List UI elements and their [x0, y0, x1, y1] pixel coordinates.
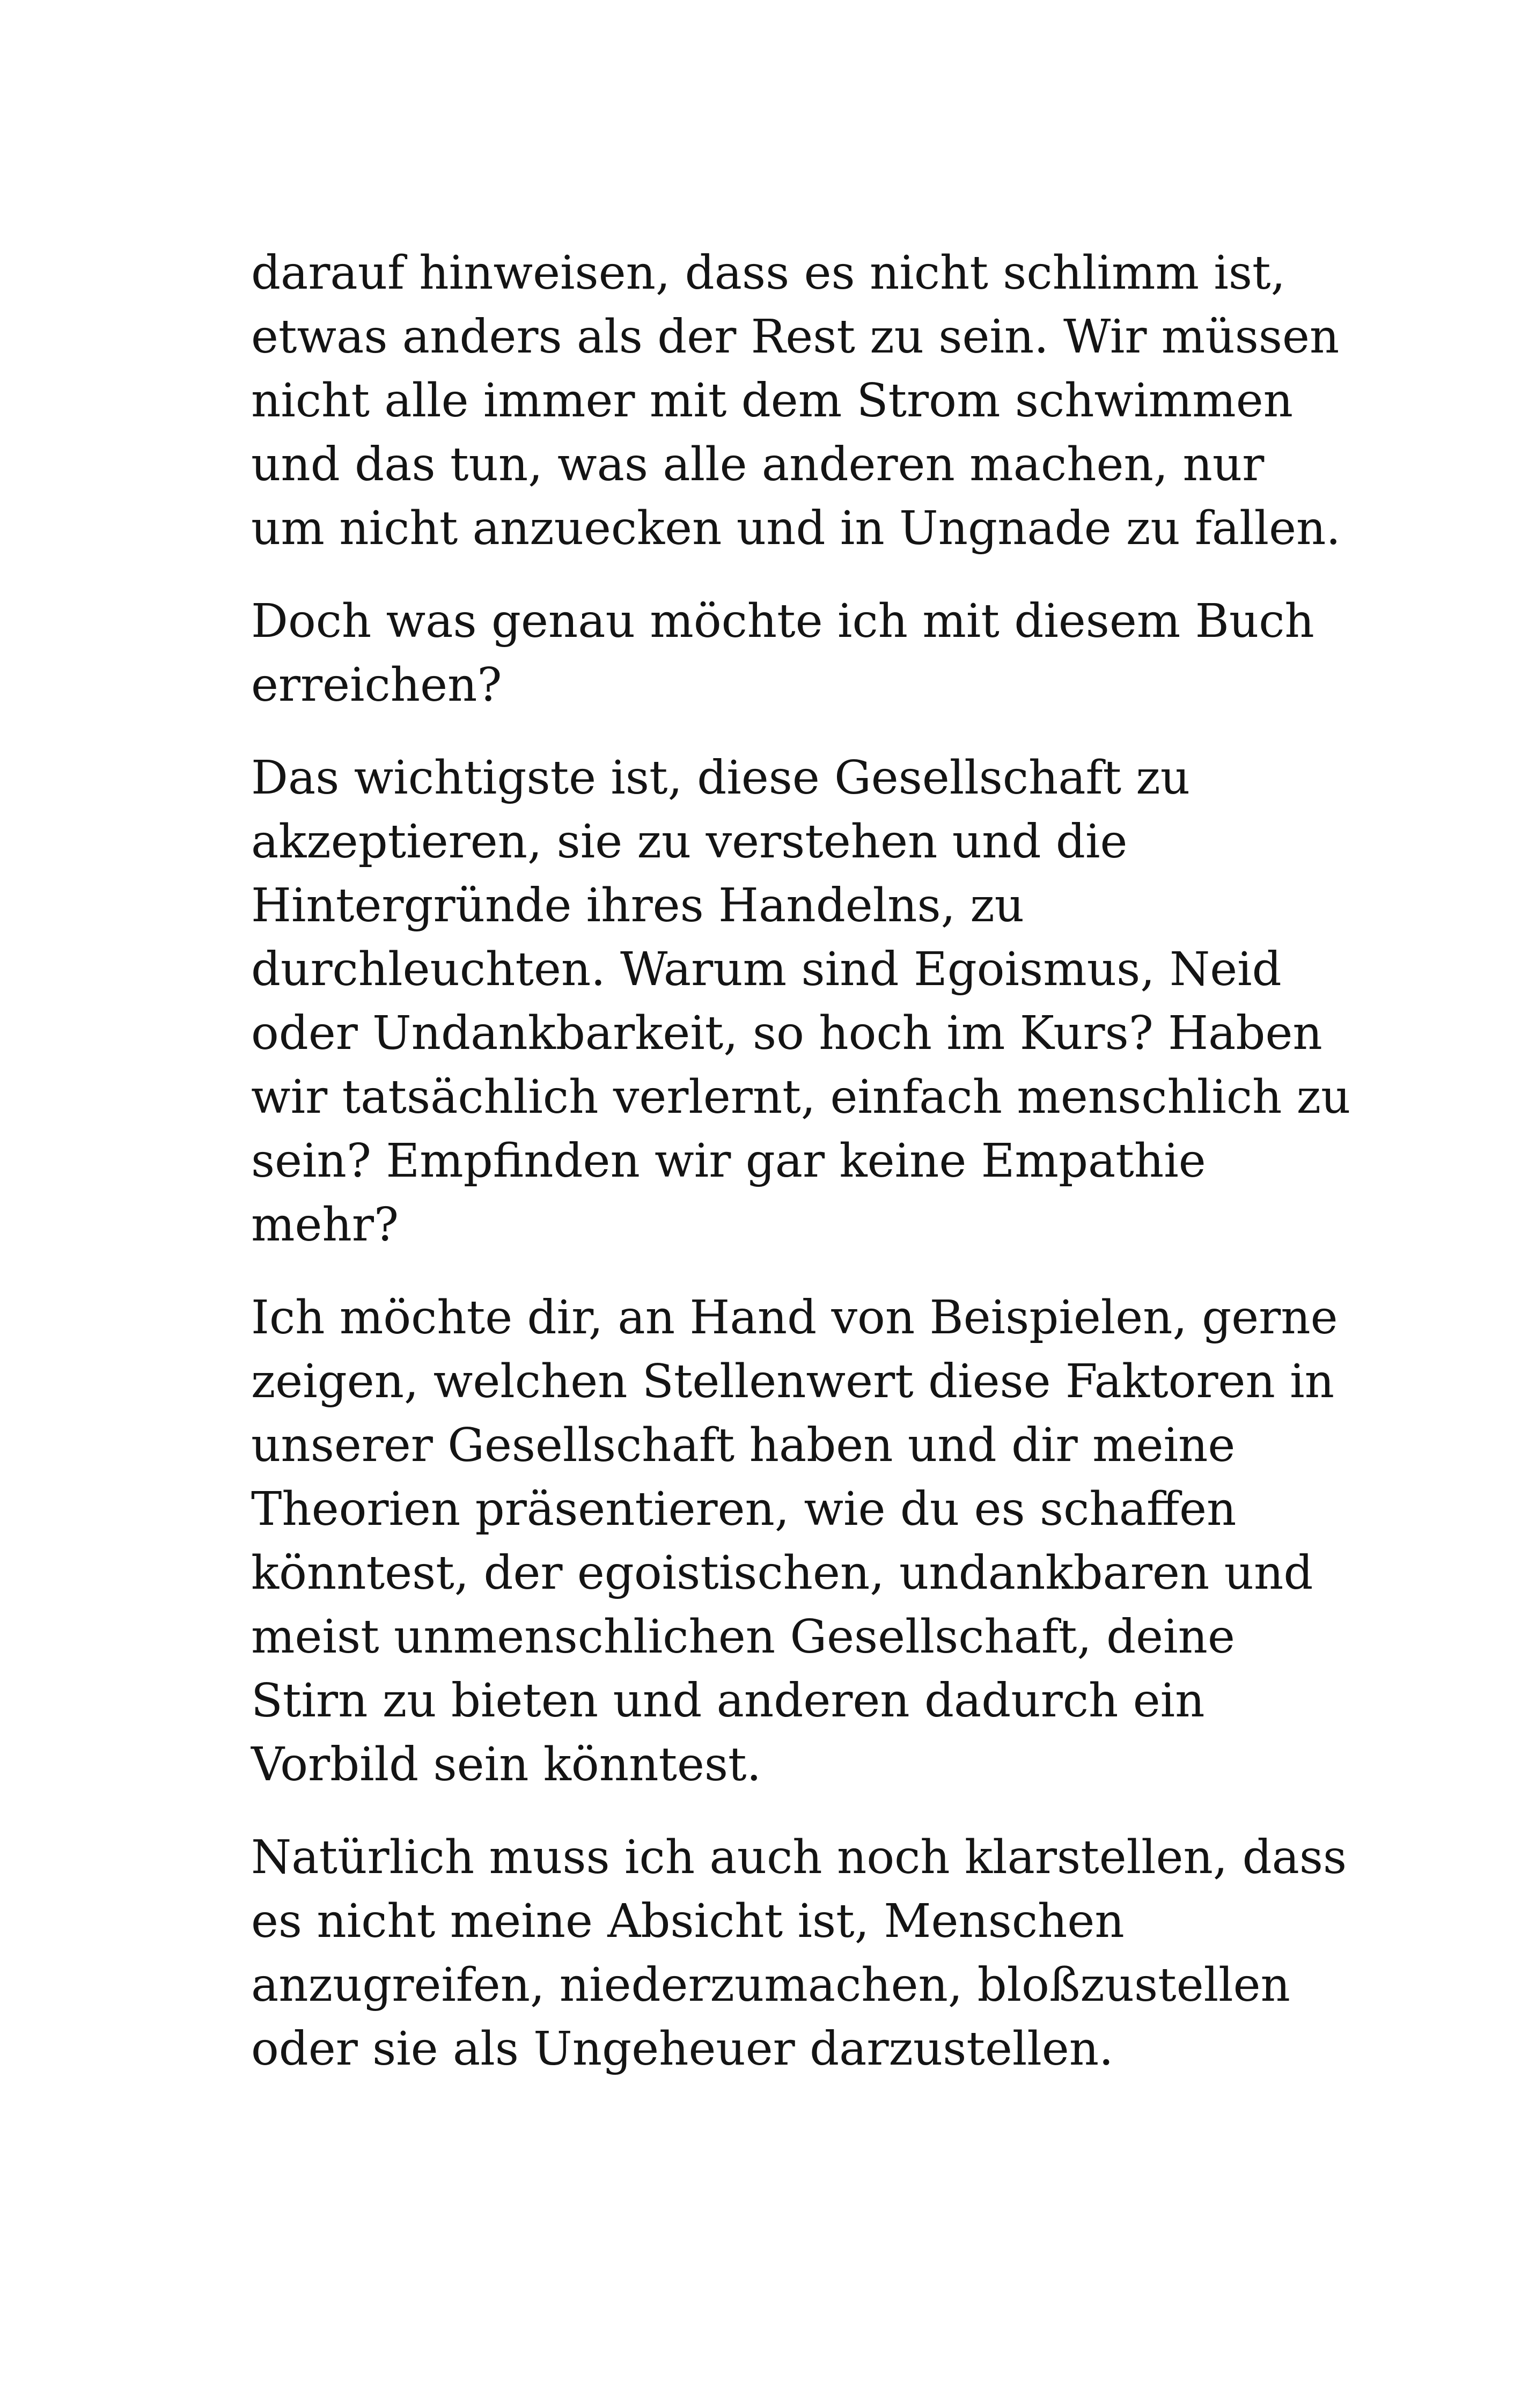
- text-line: oder sie als Ungeheuer darzustellen.: [251, 2022, 1114, 2076]
- text-line: Natürlich muss ich auch noch klarstellen, dass: [251, 1831, 1347, 1884]
- text-line: anzugreifen, niederzumachen, bloßzustellen: [251, 1958, 1290, 2012]
- text-line: oder Undankbarkeit, so hoch im Kurs? Haben: [251, 1007, 1322, 1060]
- text-line: und das tun, was alle anderen machen, nur: [251, 438, 1265, 491]
- text-line: Stirn zu bieten und anderen dadurch ein: [251, 1674, 1205, 1728]
- paragraph: [251, 590, 1314, 717]
- text-line: könntest, der egoistischen, undankbaren und: [251, 1546, 1313, 1600]
- text-line: um nicht anzuecken und in Ungnade zu fallen.: [251, 502, 1341, 555]
- text-line: nicht alle immer mit dem Strom schwimmen: [251, 374, 1294, 428]
- paragraph: [251, 241, 1341, 561]
- paragraph: [251, 1286, 1338, 1797]
- text-line: mehr?: [251, 1198, 399, 1252]
- text-line: akzeptieren, sie zu verstehen und die: [251, 815, 1128, 869]
- body-text: [251, 241, 1351, 2110]
- text-line: Hintergründe ihres Handelns, zu: [251, 879, 1025, 933]
- text-line: etwas anders als der Rest zu sein. Wir müssen: [251, 310, 1340, 364]
- paragraph: [251, 1826, 1347, 2081]
- text-line: Ich möchte dir, an Hand von Beispielen, gerne: [251, 1291, 1338, 1345]
- text-line: erreichen?: [251, 658, 502, 712]
- text-line: Theorien präsentieren, wie du es schaffen: [251, 1482, 1237, 1536]
- text-line: Doch was genau möchte ich mit diesem Buch: [251, 594, 1314, 648]
- text-line: meist unmenschlichen Gesellschaft, deine: [251, 1610, 1235, 1664]
- text-line: Vorbild sein könntest.: [251, 1738, 761, 1792]
- paragraph: [251, 746, 1351, 1257]
- text-line: es nicht meine Absicht ist, Menschen: [251, 1895, 1125, 1948]
- text-line: darauf hinweisen, dass es nicht schlimm ist,: [251, 246, 1285, 300]
- text-line: zeigen, welchen Stellenwert diese Faktoren in: [251, 1355, 1335, 1408]
- text-line: unserer Gesellschaft haben und dir meine: [251, 1419, 1236, 1472]
- text-line: wir tatsächlich verlernt, einfach menschlich zu: [251, 1070, 1351, 1124]
- text-line: durchleuchten. Warum sind Egoismus, Neid: [251, 943, 1282, 996]
- text-line: Das wichtigste ist, diese Gesellschaft zu: [251, 751, 1191, 805]
- text-line: sein? Empfinden wir gar keine Empathie: [251, 1134, 1206, 1188]
